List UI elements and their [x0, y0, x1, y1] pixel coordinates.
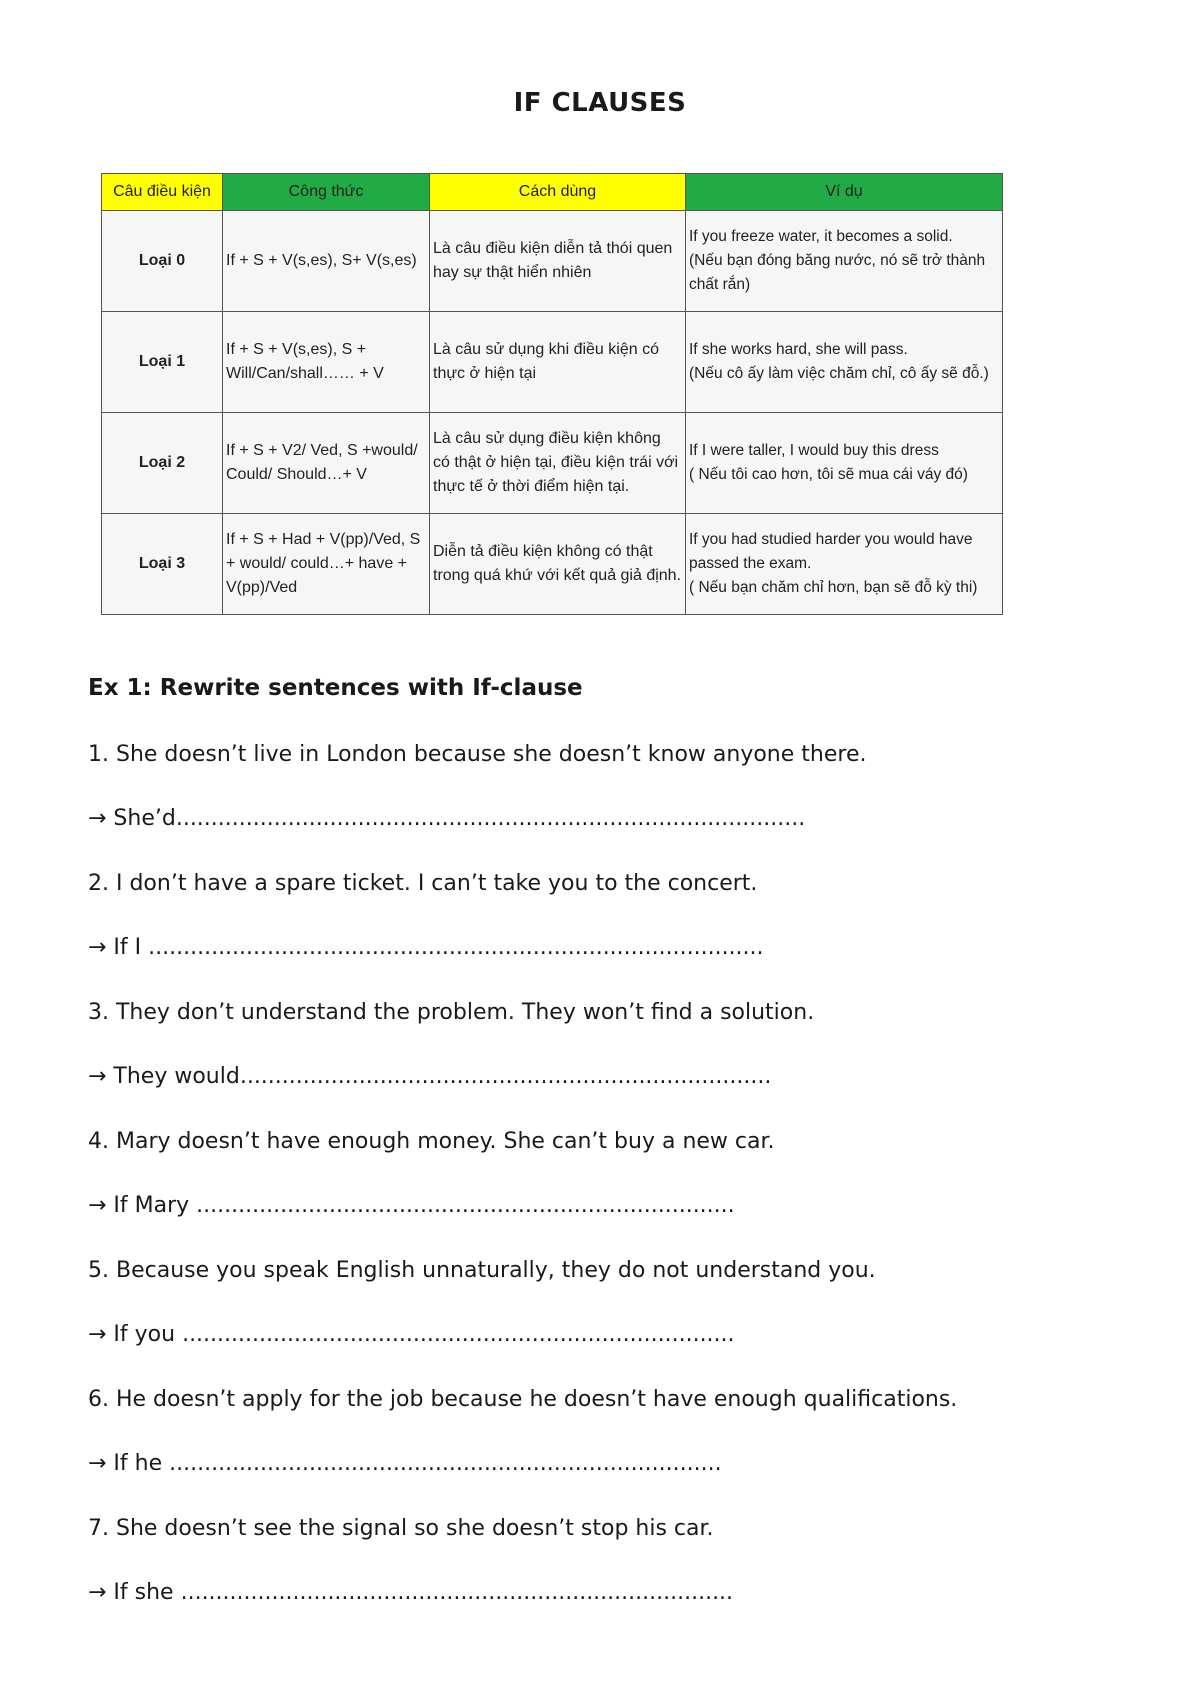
example-cell — [686, 312, 1003, 413]
table-header-row — [102, 174, 1003, 211]
example-vietnamese: (Nếu bạn đóng băng nước, nó sẽ trở thành chất rắn) — [689, 252, 986, 293]
example-cell — [686, 413, 1003, 514]
exercise-answer-line[interactable]: → They would............................................................................ — [88, 1064, 772, 1089]
header-example: Ví dụ — [686, 174, 1003, 211]
conditional-type: Loại 1 — [102, 312, 223, 413]
exercise-answer-line[interactable]: → If he ............................................................................... — [88, 1451, 722, 1476]
exercise-answer-line[interactable]: → She’d.......................................................................................... — [88, 806, 806, 831]
formula-cell: If + S + V2/ Ved, S +would/ Could/ Should…+ V — [223, 413, 430, 514]
conditional-type: Loại 3 — [102, 514, 223, 615]
example-english: If I were taller, I would buy this dress — [689, 442, 939, 459]
exercise-question: 5. Because you speak English unnaturally, they do not understand you. — [88, 1258, 876, 1283]
exercise-answer-line[interactable]: → If I ........................................................................................ — [88, 935, 764, 960]
usage-cell: Diễn tả điều kiện không có thật trong quá khứ với kết quả giả định. — [430, 514, 686, 615]
example-cell — [686, 514, 1003, 615]
formula-cell: If + S + V(s,es), S + Will/Can/shall…… + V — [223, 312, 430, 413]
exercise-question: 4. Mary doesn’t have enough money. She can’t buy a new car. — [88, 1129, 775, 1154]
conditional-types-table — [101, 173, 1003, 615]
exercise-title: Ex 1: Rewrite sentences with If-clause — [88, 675, 583, 701]
exercise-question: 6. He doesn’t apply for the job because he doesn’t have enough qualifications. — [88, 1387, 958, 1412]
formula-cell: If + S + V(s,es), S+ V(s,es) — [223, 211, 430, 312]
usage-cell: Là câu sử dụng khi điều kiện có thực ở hiện tại — [430, 312, 686, 413]
exercise-question: 2. I don’t have a spare ticket. I can’t take you to the concert. — [88, 871, 758, 896]
example-vietnamese: ( Nếu bạn chăm chỉ hơn, bạn sẽ đỗ kỳ thi) — [689, 579, 978, 596]
conditional-type: Loại 0 — [102, 211, 223, 312]
page-title: IF CLAUSES — [513, 88, 687, 118]
exercise-answer-line[interactable]: → If Mary ............................................................................. — [88, 1193, 735, 1218]
example-english: If she works hard, she will pass. — [689, 341, 908, 358]
usage-cell: Là câu sử dụng điều kiện không có thật ở hiện tại, điều kiện trái với thực tế ở thời điểm hiện tại. — [430, 413, 686, 514]
example-english: If you freeze water, it becomes a solid. — [689, 228, 953, 245]
example-vietnamese: (Nếu cô ấy làm việc chăm chỉ, cô ấy sẽ đỗ.) — [689, 365, 989, 382]
usage-cell: Là câu điều kiện diễn tả thói quen hay sự thật hiển nhiên — [430, 211, 686, 312]
header-conditional: Câu điều kiện — [102, 174, 223, 211]
table-row — [102, 413, 1003, 514]
exercise-answer-line[interactable]: → If you ............................................................................... — [88, 1322, 735, 1347]
header-formula: Công thức — [223, 174, 430, 211]
table-row — [102, 211, 1003, 312]
example-english: If you had studied harder you would have passed the exam. — [689, 531, 973, 572]
formula-cell: If + S + Had + V(pp)/Ved, S + would/ could…+ have + V(pp)/Ved — [223, 514, 430, 615]
conditional-type: Loại 2 — [102, 413, 223, 514]
exercise-answer-line[interactable]: → If she ............................................................................... — [88, 1580, 734, 1605]
exercise-question: 7. She doesn’t see the signal so she doesn’t stop his car. — [88, 1516, 714, 1541]
example-cell — [686, 211, 1003, 312]
table-row — [102, 514, 1003, 615]
exercise-question: 1. She doesn’t live in London because she doesn’t know anyone there. — [88, 742, 867, 767]
table-row — [102, 312, 1003, 413]
header-usage: Cách dùng — [430, 174, 686, 211]
example-vietnamese: ( Nếu tôi cao hơn, tôi sẽ mua cái váy đó) — [689, 466, 968, 483]
exercise-question: 3. They don’t understand the problem. They won’t find a solution. — [88, 1000, 815, 1025]
